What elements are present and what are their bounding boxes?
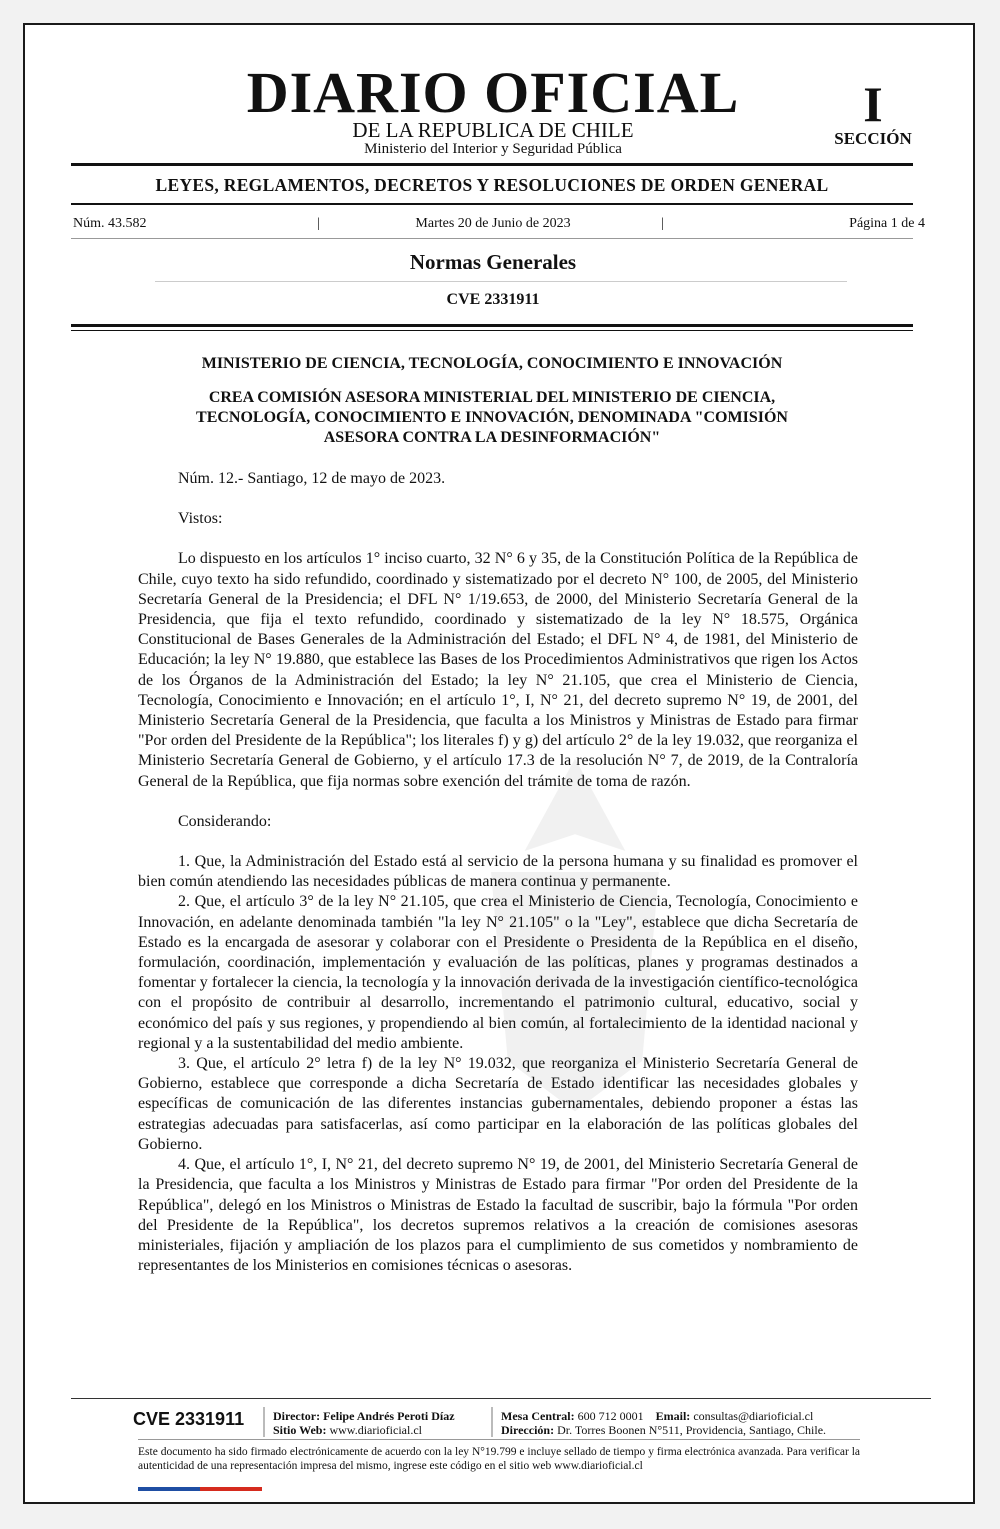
issue-separator: | bbox=[317, 216, 320, 231]
address-label: Dirección: bbox=[501, 1423, 555, 1437]
footer-cve: CVE 2331911 bbox=[133, 1409, 245, 1429]
vistos-label: Vistos: bbox=[178, 510, 223, 528]
decree-title bbox=[121, 388, 863, 448]
decree-body bbox=[138, 469, 858, 1276]
header-rule-bottom bbox=[71, 330, 913, 331]
masthead-rule bbox=[71, 163, 913, 166]
heading-divider bbox=[155, 281, 847, 282]
issue-page: Página 1 de 4 bbox=[849, 216, 925, 231]
section-badge bbox=[831, 76, 915, 149]
considerando-paragraph: 1. Que, la Administración del Estado está al servicio de la persona humana y su finalidad es promover el bien común atendiendo las necesidades públicas de manera continua y permanente. bbox=[138, 853, 858, 891]
mesa-phone: 600 712 0001 bbox=[577, 1409, 644, 1423]
footer-contact-block bbox=[501, 1409, 826, 1437]
masthead-ministry: Ministerio del Interior y Seguridad Pública bbox=[364, 141, 622, 157]
footer-director-block bbox=[273, 1409, 455, 1437]
director-name: Felipe Andrés Peroti Díaz bbox=[323, 1409, 455, 1423]
masthead-title: DIARIO OFICIAL bbox=[246, 60, 740, 125]
cve-code: CVE 2331911 bbox=[446, 291, 540, 308]
footer-note-rule bbox=[138, 1439, 860, 1440]
section-number: I bbox=[863, 76, 883, 132]
footer-rule bbox=[71, 1398, 931, 1399]
issue-number: Núm. 43.582 bbox=[73, 216, 147, 231]
considerando-label: Considerando: bbox=[178, 812, 272, 830]
web-label: Sitio Web: bbox=[273, 1423, 327, 1437]
address-text: Dr. Torres Boonen N°511, Providencia, Santiago, Chile. bbox=[557, 1423, 827, 1437]
flag-stripe-red bbox=[200, 1487, 262, 1491]
masthead bbox=[25, 60, 961, 158]
decree-title-line: ASESORA CONTRA LA DESINFORMACIÓN" bbox=[323, 429, 661, 446]
email-link[interactable]: consultas@diarioficial.cl bbox=[693, 1409, 814, 1423]
info-rule bbox=[71, 238, 913, 239]
decree-number-line: Núm. 12.- Santiago, 12 de mayo de 2023. bbox=[178, 470, 446, 487]
considerando-paragraph: 2. Que, el artículo 3° de la ley N° 21.105, que crea el Ministerio de Ciencia, Tecnología, Conocimiento e Innovación, en adelante denominada también "la ley N° 21.105" o la "Ley", establece que dicha Secretaría de Estado es la encargada de asesorar y colaborar con el Presidente o Presidenta de la República en el diseño, formulación, coordinación, implementación y evaluación de las políticas, planes y programas destinados a fomentar y fortalecer la ciencia, la tecnología y la innovación derivada de la investigación científico-tecnológica con el propósito de contribuir al desarrollo, incrementando el patrimonio cultural, educativo, social y económico del país y sus regiones, y propendiendo al bien común, al fortalecimiento de la identidad nacional y regional y a la sustentabilidad del medio ambiente. bbox=[138, 893, 858, 1052]
mesa-label: Mesa Central: bbox=[501, 1409, 575, 1423]
footer-separator bbox=[491, 1407, 493, 1437]
flag-stripe-blue bbox=[138, 1487, 200, 1491]
section-heading: Normas Generales bbox=[409, 250, 577, 274]
considerando-paragraph: 4. Que, el artículo 1°, I, N° 21, del decreto supremo N° 19, de 2001, del Ministerio Secretaría General de la Presidencia, que faculta a los Ministros y Ministras de Estado para firmar "Por orden del Presidente de la República", delegó en los Ministros o Ministras de Estado la facultad de suscribir, bajo la fórmula "Por orden del Presidente de la República", los decretos supremos relativos a la creación de comisiones asesoras ministeriales, fijación y ampliación de los plazos para el cumplimiento de sus cometidos y nombramiento de representantes de los Ministerios en comisiones técnicas o asesoras. bbox=[138, 1156, 858, 1275]
document-page bbox=[23, 23, 975, 1504]
footer-separator bbox=[263, 1407, 265, 1437]
issue-date: Martes 20 de Junio de 2023 bbox=[415, 216, 571, 231]
email-label: Email: bbox=[655, 1409, 691, 1423]
web-link[interactable]: www.diarioficial.cl bbox=[329, 1423, 422, 1437]
banner-title: LEYES, REGLAMENTOS, DECRETOS Y RESOLUCIONES DE ORDEN GENERAL bbox=[155, 175, 829, 195]
header-rule-top bbox=[71, 324, 913, 327]
vistos-paragraph: Lo dispuesto en los artículos 1° inciso cuarto, 32 N° 6 y 35, de la Constitución Política de la República de Chile, cuyo texto ha sido refundido, coordinado y sistematizado por el decreto N° 100, de 2005, del Ministerio Secretaría General de la Presidencia; el DFL N° 1/19.653, de 2000, del Ministerio Secretaría General de la Presidencia, que fija el texto refundido, coordinado y sistematizado de la ley N° 18.575, Orgánica Constitucional de Bases Generales de la Administración del Estado; el DFL N° 4, de 1981, del Ministerio de Educación; la ley N° 19.880, que establece las Bases de los Procedimientos Administrativos que rigen los Actos de los Órganos de la Administración del Estado; la ley N° 21.105, que crea el Ministerio de Ciencia, Tecnología, Conocimiento e Innovación; en el artículo 1°, I, N° 21, del decreto supremo N° 19, de 2001, del Ministerio Secretaría General de la Presidencia, que faculta a los Ministros y Ministras de Estado para firmar "Por orden del Presidente de la República"; los literales f) y g) del artículo 2° de la ley 19.032, que reorganiza el Ministerio Secretaría General de Gobierno, y el artículo 17.3 de la resolución N° 7, de 2019, de la Contraloría General de la República, que fija normas sobre exención del trámite de toma de razón. bbox=[138, 550, 858, 790]
issuing-ministry: MINISTERIO DE CIENCIA, TECNOLOGÍA, CONOCIMIENTO E INNOVACIÓN bbox=[201, 355, 783, 372]
issue-separator: | bbox=[661, 216, 664, 231]
section-label: SECCIÓN bbox=[834, 129, 912, 148]
considerando-paragraph: 3. Que, el artículo 2° letra f) de la ley N° 19.032, que reorganiza el Ministerio Secretaría General de Gobierno, establece que corresponde a dicha Secretaría de Estado identificar las necesidades globales y específicas de comunicación de las diferentes instancias gubernamentales, debiendo proponer a éstas las estrategias adecuadas para satisfacerlas, así como participar en la elaboración de las políticas globales del Gobierno. bbox=[138, 1055, 858, 1153]
banner-rule bbox=[71, 203, 913, 205]
masthead-subtitle: DE LA REPUBLICA DE CHILE bbox=[352, 118, 634, 142]
signature-note: Este documento ha sido firmado electrónicamente de acuerdo con la ley N°19.799 e incluye sellado de tiempo y firma electrónica avanzada. Para verificar la autenticidad de una representación impresa del mismo, ingrese este código en el sitio web www.diarioficial.cl bbox=[138, 1446, 860, 1472]
decree-title-line: CREA COMISIÓN ASESORA MINISTERIAL DEL MINISTERIO DE CIENCIA, bbox=[208, 389, 776, 406]
decree-title-line: TECNOLOGÍA, CONOCIMIENTO E INNOVACIÓN, DENOMINADA "COMISIÓN bbox=[196, 409, 788, 426]
director-label: Director: bbox=[273, 1409, 321, 1423]
